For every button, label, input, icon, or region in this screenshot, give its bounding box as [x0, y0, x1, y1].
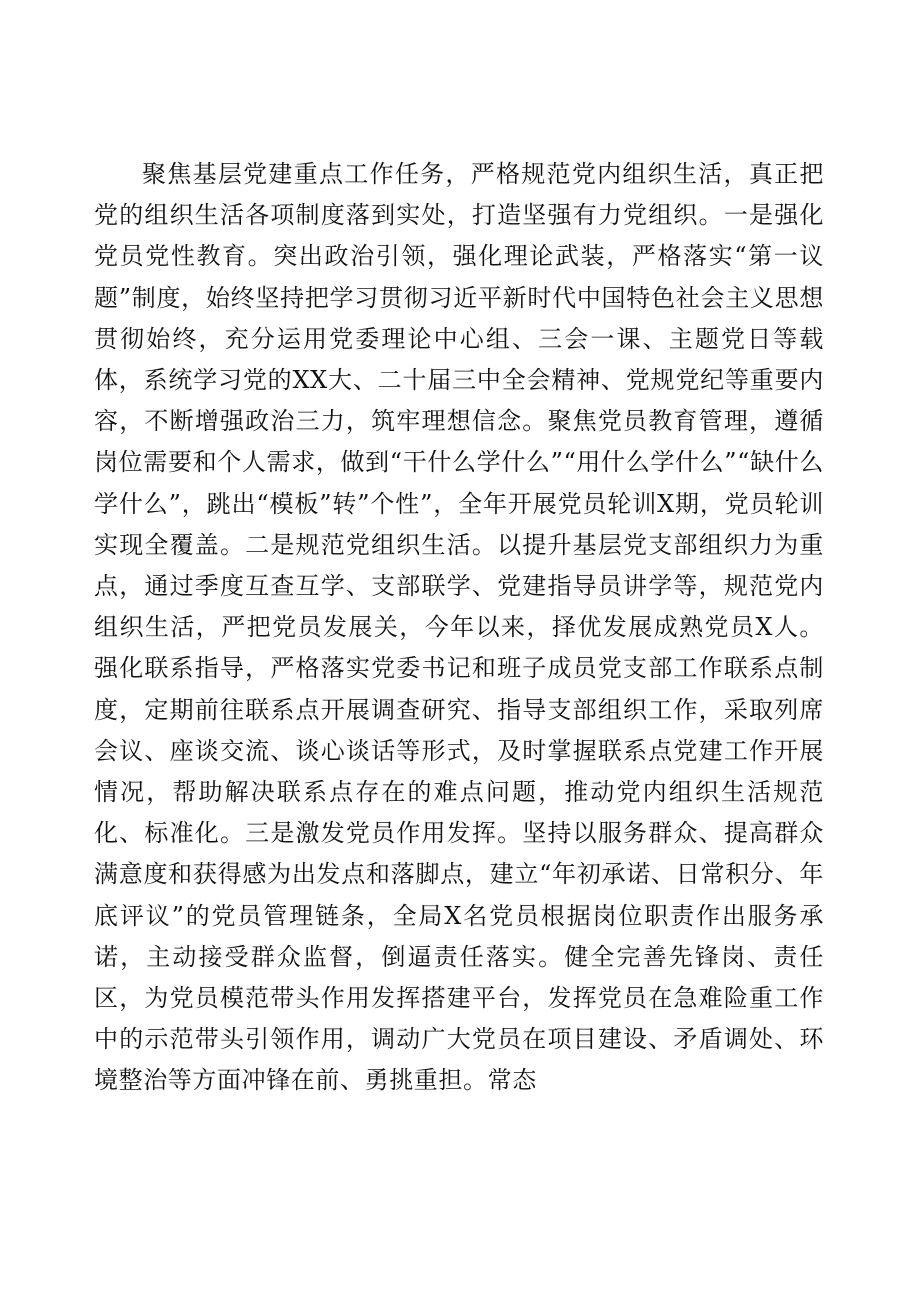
body-paragraph: 聚焦基层党建重点工作任务，严格规范党内组织生活，真正把党的组织生活各项制度落到实处，打造坚强有力党组织。一是强化党员党性教育。突出政治引领，强化理论武装，严格落实“第一议题”制度，始终坚持把学习贯彻习近平新时代中国特色社会主义思想贯彻始终，充分运用党委理论中心组、三会一课、主题党日等载体，系统学习党的XX大、二十届三中全会精神、党规党纪等重要内容，不断增强政治三力，筑牢理想信念。聚焦党员教育管理，遵循岗位需要和个人需求，做到“干什么学什么”“用什么学什么”“缺什么学什么”，跳出“模板”转”个性”，全年开展党员轮训X期，党员轮训实现全覆盖。二是规范党组织生活。以提升基层党支部组织力为重点，通过季度互查互学、支部联学、党建指导员讲学等，规范党内组织生活，严把党员发展关，今年以来，择优发展成熟党员X人。强化联系指导，严格落实党委书记和班子成员党支部工作联系点制度，定期前往联系点开展调查研究、指导支部组织工作，采取列席会议、座谈交流、谈心谈话等形式，及时掌握联系点党建工作开展情况，帮助解决联系点存在的难点问题，推动党内组织生活规范化、标准化。三是激发党员作用发挥。坚持以服务群众、提高群众满意度和获得感为出发点和落脚点，建立“年初承诺、日常积分、年底评议”的党员管理链条，全局X名党员根据岗位职责作出服务承诺，主动接受群众监督，倒逼责任落实。健全完善先锋岗、责任区，为党员模范带头作用发挥搭建平台，发挥党员在急难险重工作中的示范带头引领作用，调动广大党员在项目建设、矛盾调处、环境整治等方面冲锋在前、勇挑重担。常态: [94, 160, 824, 1095]
